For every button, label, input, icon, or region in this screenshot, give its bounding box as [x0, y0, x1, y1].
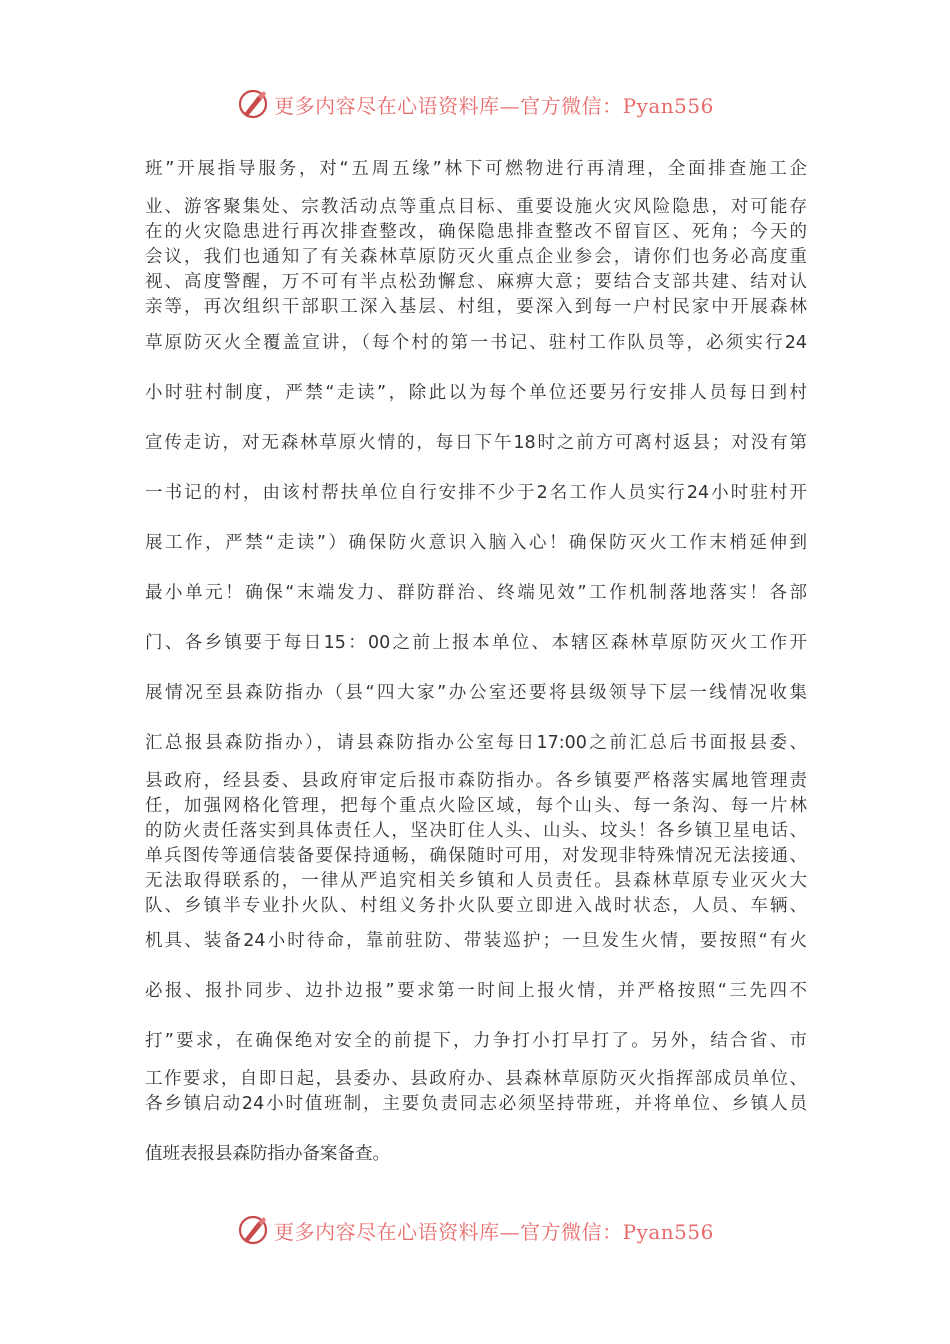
footer-banner: [0, 1210, 950, 1250]
pen-nib-circle-icon: [236, 1213, 270, 1247]
text-line: 无法取得联系的，一律从严追究相关乡镇和人员责任。县森林草原专业灭火大: [145, 871, 807, 891]
text-line: 一书记的村，由该村帮扶单位自行安排不少于2名工作人员实行24小时驻村开: [145, 483, 807, 503]
text-line: 机具、装备24小时待命，靠前驻防、带装巡护；一旦发生火情，要按照“有火: [145, 931, 807, 951]
text-line: 工作要求，自即日起，县委办、县政府办、县森林草原防灭火指挥部成员单位、: [145, 1069, 807, 1089]
text-line: 小时驻村制度，严禁“走读”，除此以为每个单位还要另行安排人员每日到村: [145, 383, 807, 403]
text-line: 的防火责任落实到具体责任人，坚决盯住人头、山头、坟头！各乡镇卫星电话、: [145, 821, 807, 841]
text-line: 县政府，经县委、县政府审定后报市森防指办。各乡镇要严格落实属地管理责: [145, 771, 807, 791]
text-line: 亲等，再次组织干部职工深入基层、村组，要深入到每一户村民家中开展森林: [145, 297, 807, 317]
text-line: 各乡镇启动24小时值班制，主要负责同志必须坚持带班，并将单位、乡镇人员: [145, 1094, 807, 1114]
banner-text: 更多内容尽在心语资料库—官方微信：Pyan556: [274, 93, 714, 118]
text-line: 值班表报县森防指办备案备查。: [145, 1144, 390, 1164]
text-line: 会议，我们也通知了有关森林草原防灭火重点企业参会，请你们也务必高度重: [145, 247, 807, 267]
header-banner: [0, 84, 950, 124]
text-line: 打”要求，在确保绝对安全的前提下，力争打小打早打了。另外，结合省、市: [145, 1031, 807, 1051]
text-line: 最小单元！确保“末端发力、群防群治、终端见效”工作机制落地落实！各部: [145, 583, 807, 603]
text-line: 门、各乡镇要于每日15：00之前上报本单位、本辖区森林草原防灭火工作开: [145, 633, 807, 653]
text-line: 视、高度警醒，万不可有半点松劲懈怠、麻痹大意；要结合支部共建、结对认: [145, 272, 807, 292]
text-line: 在的火灾隐患进行再次排查整改，确保隐患排查整改不留盲区、死角；今天的: [145, 222, 807, 242]
pen-nib-circle-icon: [236, 87, 270, 121]
text-line: 汇总报县森防指办），请县森防指办公室每日17:00之前汇总后书面报县委、: [145, 733, 807, 753]
banner-text: 更多内容尽在心语资料库—官方微信：Pyan556: [274, 1219, 714, 1244]
text-line: 必报、报扑同步、边扑边报”要求第一时间上报火情，并严格按照“三先四不: [145, 981, 807, 1001]
text-line: 宣传走访，对无森林草原火情的，每日下午18时之前方可离村返县；对没有第: [145, 433, 807, 453]
text-line: 草原防灭火全覆盖宣讲，（每个村的第一书记、驻村工作队员等，必须实行24: [145, 333, 807, 353]
text-line: 班”开展指导服务，对“五周五缘”林下可燃物进行再清理，全面排查施工企: [145, 159, 807, 179]
text-line: 队、乡镇半专业扑火队、村组义务扑火队要立即进入战时状态，人员、车辆、: [145, 896, 807, 916]
text-line: 展情况至县森防指办（县“四大家”办公室还要将县级领导下层一线情况收集: [145, 683, 807, 703]
text-line: 展工作，严禁“走读”）确保防火意识入脑入心！确保防灭火工作末梢延伸到: [145, 533, 807, 553]
text-line: 单兵图传等通信装备要保持通畅，确保随时可用，对发现非特殊情况无法接通、: [145, 846, 807, 866]
text-line: 任，加强网格化管理，把每个重点火险区域，每个山头、每一条沟、每一片林: [145, 796, 807, 816]
text-line: 业、游客聚集处、宗教活动点等重点目标、重要设施火灾风险隐患，对可能存: [145, 197, 807, 217]
